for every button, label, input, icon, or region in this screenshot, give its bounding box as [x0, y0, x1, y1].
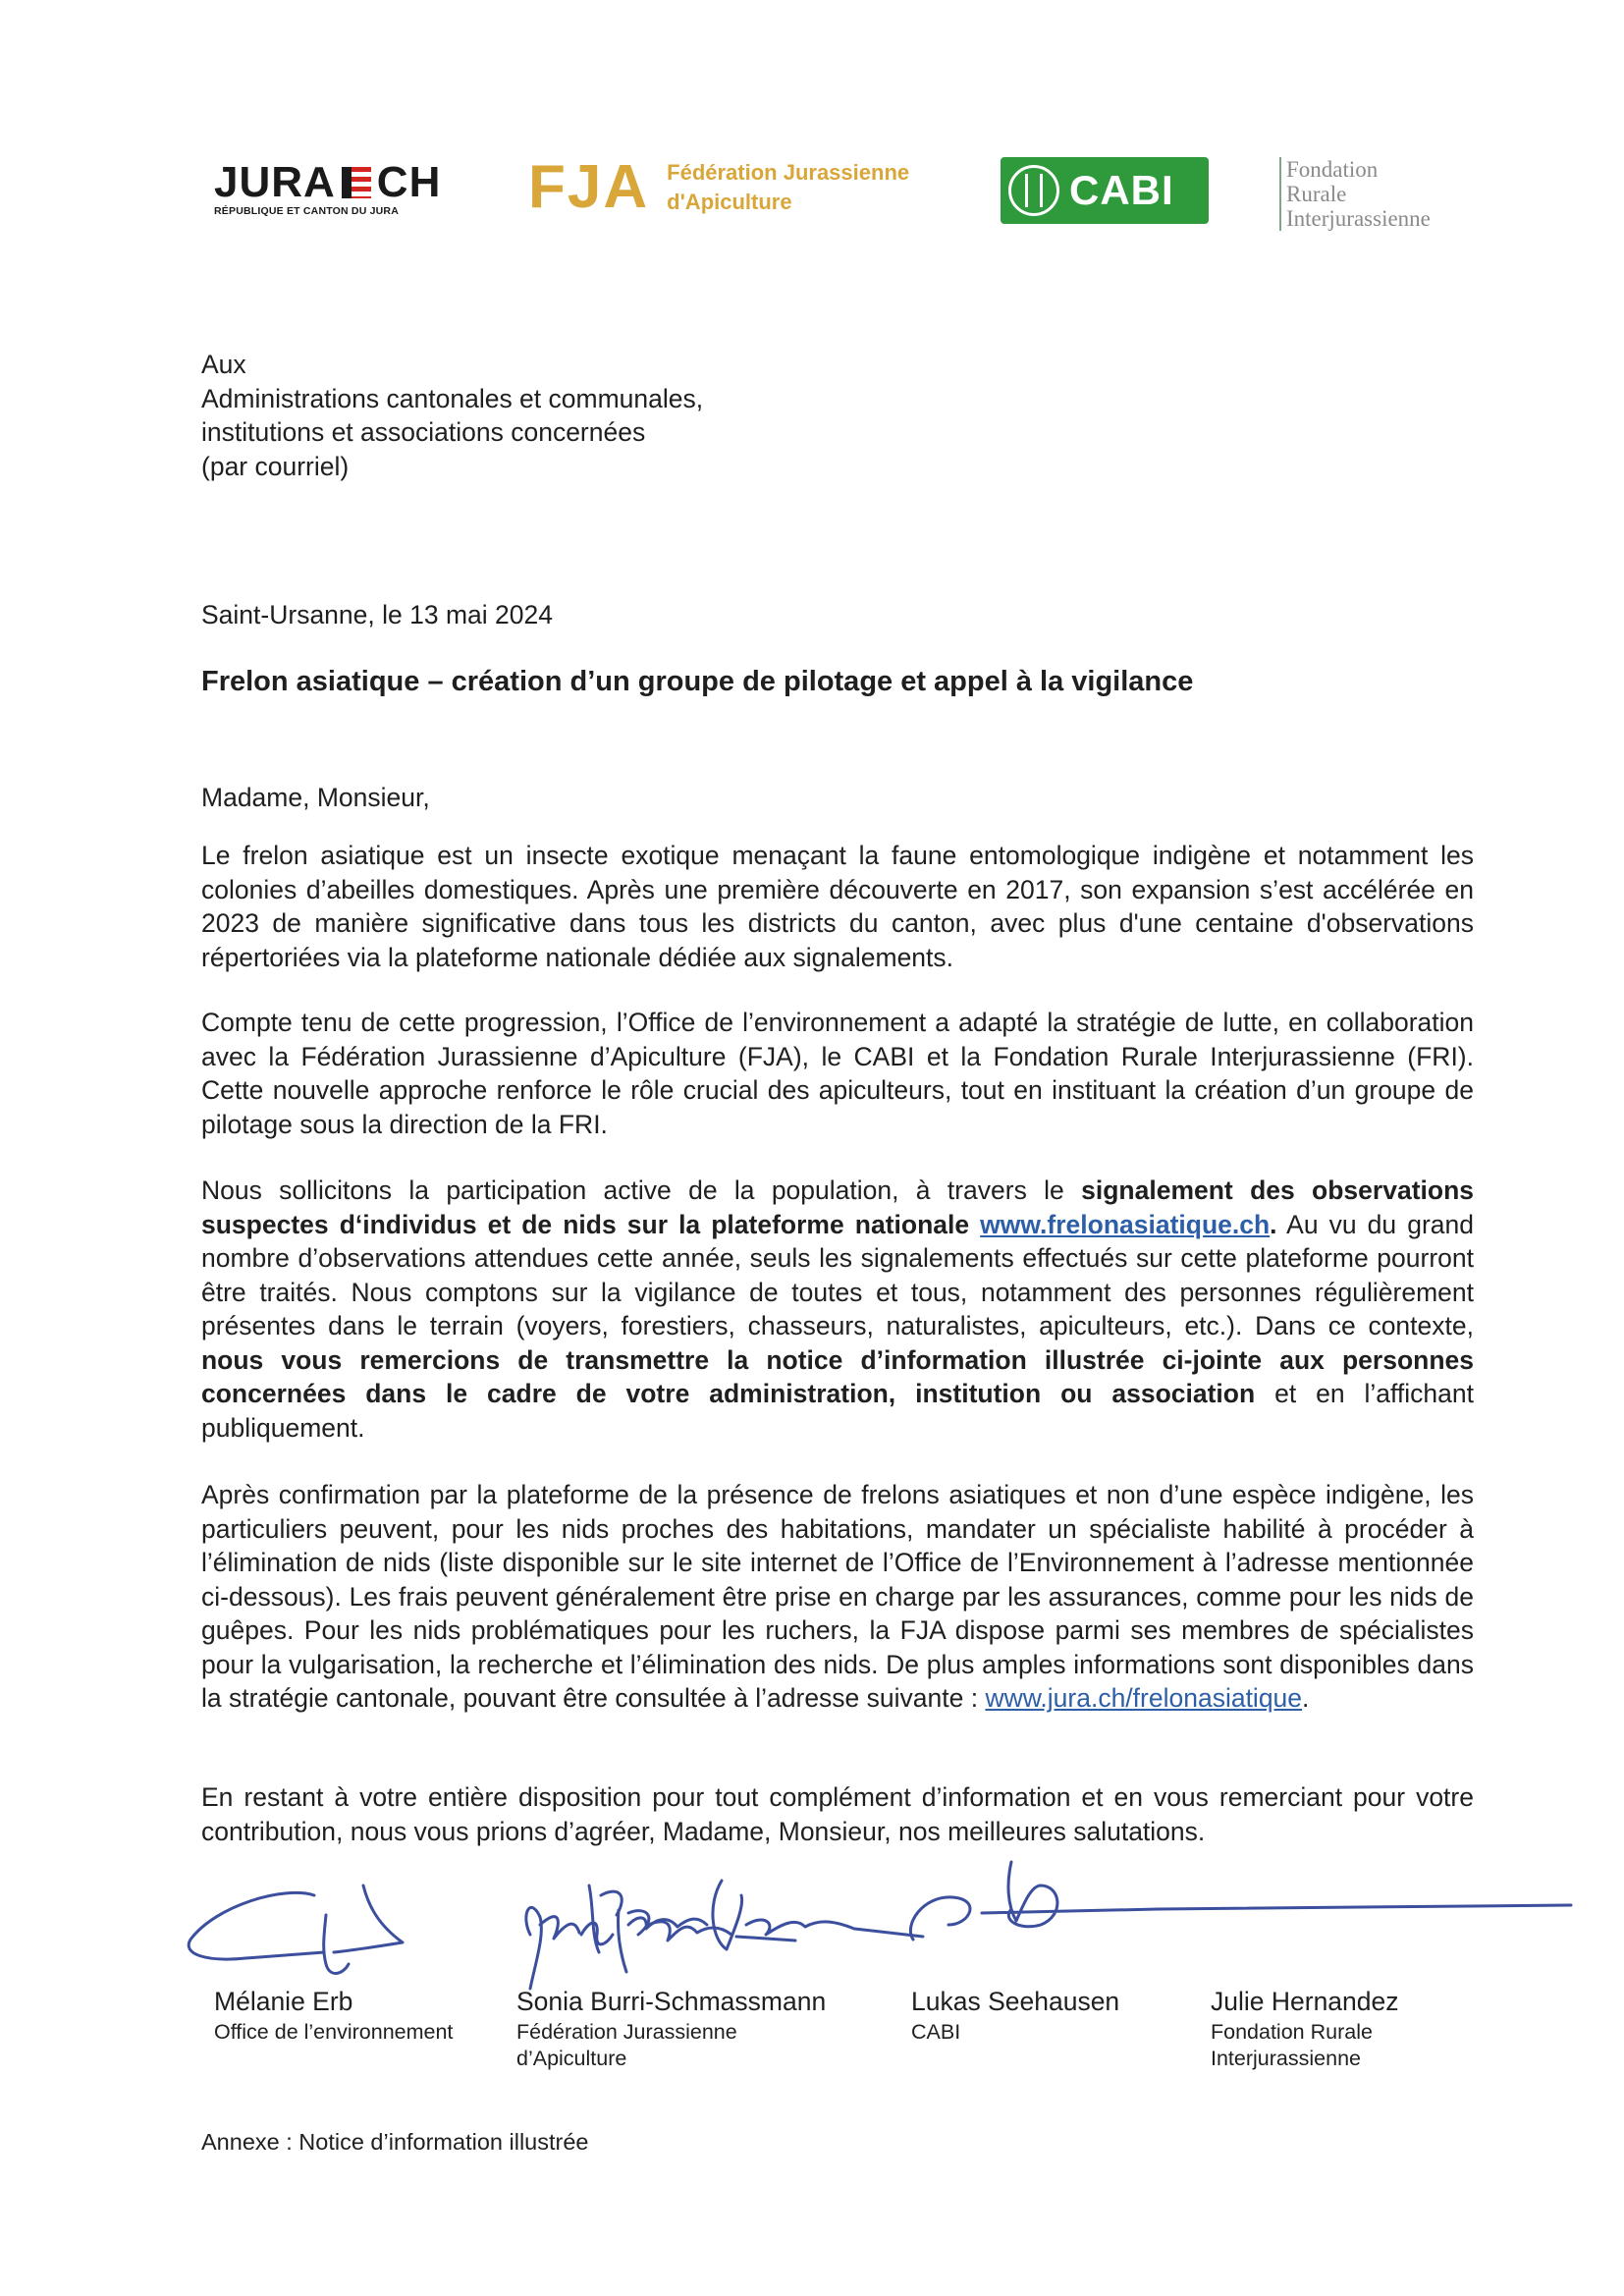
addressee-block — [201, 348, 889, 483]
fja-logo-letters: FJA — [528, 153, 650, 221]
frelonasiatique-link[interactable]: www.frelonasiatique.ch — [980, 1209, 1271, 1239]
header-logos — [0, 0, 1624, 255]
signatory-org: CABI — [911, 2020, 961, 2044]
signatory-name: Lukas Seehausen — [911, 1987, 1120, 2016]
jura-logo-text-left: JURA — [214, 158, 336, 206]
signature-melanie-erb — [189, 1886, 403, 1973]
signatory-name: Julie Hernandez — [1211, 1987, 1399, 2016]
jura-logo — [214, 158, 467, 217]
paragraph-5: En restant à votre entière disposition pour tout complément d’information et en vous remerciant pour votre contribution, nous vous prions d’agréer, Madame, Monsieur, nos meilleures salutations. — [201, 1782, 1474, 1846]
signatory-name: Sonia Burri-Schmassmann — [516, 1987, 827, 2016]
addressee-line: institutions et associations concernées — [201, 417, 646, 447]
signature-lukas-seehausen — [589, 1881, 923, 1952]
signatory-name: Mélanie Erb — [214, 1987, 353, 2016]
jura-flag-icon — [342, 167, 371, 198]
salutation: Madame, Monsieur, — [201, 783, 430, 812]
letter-subject: Frelon asiatique – création d’un groupe de pilotage et appel à la vigilance — [201, 666, 1194, 697]
paragraph-2: Compte tenu de cette progression, l’Office de l’environnement a adapté la stratégie de lutte, en collaboration avec la Fédération Jurassienne d’Apiculture (FJA), le CABI et la Fondation Rurale Interjurassienne (FRI). Cette nouvelle approche renforce le rôle crucial des apiculteurs, tout en instituant la création d’un groupe de pilotage sous la direction de la FRI. — [201, 1008, 1474, 1139]
fri-logo-line1: Fondation — [1286, 157, 1379, 182]
paragraph-4-text: Après confirmation par la plateforme de la présence de frelons asiatiques et non d’une espèce indigène, les particuliers peuvent, pour les nids proches des habitations, mandater un spécialiste habilité à procéder à l’élimination de nids (liste disponible sur le site internet de l’Office de l’Environnement à l’adresse mentionnée ci-dessous). Les frais peuvent généralement être prise en charge par les assurances, comme pour les nids de guêpes. Pour les nids problématiques pour les ruchers, la FJA dispose parmi ses membres de spécialistes pour la vulgarisation, la recherche et l’élimination des nids. De plus amples informations sont disponibles dans la stratégie cantonale, pouvant être consultée à l’adresse suivante : — [201, 1480, 1474, 1713]
fri-logo — [1279, 157, 1431, 231]
cabi-logo-text: CABI — [1069, 167, 1174, 213]
letter-date: Saint-Ursanne, le 13 mai 2024 — [201, 600, 553, 629]
jura-logo-subtitle: RÉPUBLIQUE ET CANTON DU JURA — [214, 205, 400, 217]
cabi-logo — [1001, 157, 1209, 224]
signatory-org: Fondation Rurale — [1211, 2020, 1373, 2044]
fja-logo-name-line2: d'Apiculture — [667, 190, 792, 214]
addressee-line: Administrations cantonales et communales, — [201, 383, 704, 413]
paragraph-3-text: Nous sollicitons la participation active de la population, à travers le — [201, 1175, 1082, 1205]
signatory-org: Fédération Jurassienne — [516, 2020, 737, 2044]
cabi-emblem-icon — [1008, 165, 1059, 216]
jura-logo-text-right: CH — [376, 158, 442, 206]
paragraph-3 — [201, 1174, 1474, 1445]
paragraph-1: Le frelon asiatique est un insecte exotique menaçant la faune entomologique indigène et notamment les colonies d’abeilles domestiques. Après une première découverte en 2017, son expansion s’est accélérée en 2023 de manière significative dans tous les districts du canton, avec plus d'une centaine d'observations répertoriées via la plateforme nationale dédiée aux signalements. — [201, 841, 1474, 972]
signatory-org: d’Apiculture — [516, 2047, 627, 2070]
addressee-line: (par courriel) — [201, 451, 350, 481]
paragraph-3-bold: nous vous remercions de transmettre la notice d’information illustrée ci-jointe aux personnes concernées dans le cadre de votre administration, institution ou association — [201, 1344, 1474, 1408]
annexe-note: Annexe : Notice d’information illustrée — [201, 2129, 589, 2155]
paragraph-3-bold: signalement des observations suspectes d‘individus et de nids sur la plateforme nationale — [201, 1175, 1474, 1239]
paragraph-3-text: et en l’affichant publiquement. — [201, 1379, 1474, 1443]
fja-logo-name-line1: Fédération Jurassienne — [667, 160, 910, 185]
handwritten-signatures — [177, 1856, 1610, 2003]
fja-logo — [528, 153, 910, 221]
jura-frelonasiatique-link[interactable]: www.jura.ch/frelonasiatique — [985, 1683, 1303, 1713]
signatory-org: Office de l’environnement — [214, 2020, 454, 2044]
paragraph-4 — [201, 1478, 1474, 1716]
paragraph-3-text: Au vu du grand nombre d’observations attendues cette année, seuls les signalements effectués sur cette plateforme pourront être traités. Nous comptons sur la vigilance de toutes et tous, notamment des personnes régulièrement présentes dans le terrain (voyers, forestiers, chasseurs, naturalistes, apiculteurs, etc.). Dans ce contexte, — [201, 1209, 1474, 1340]
fri-logo-line2: Rurale — [1286, 182, 1347, 206]
fri-logo-line3: Interjurassienne — [1286, 206, 1431, 231]
signature-julie-hernandez — [910, 1862, 1571, 1940]
addressee-line: Aux — [201, 350, 246, 379]
paragraph-3-bold-end: . — [1270, 1209, 1277, 1239]
paragraph-4-text-end: . — [1302, 1683, 1310, 1713]
signatory-org: Interjurassienne — [1211, 2047, 1361, 2070]
